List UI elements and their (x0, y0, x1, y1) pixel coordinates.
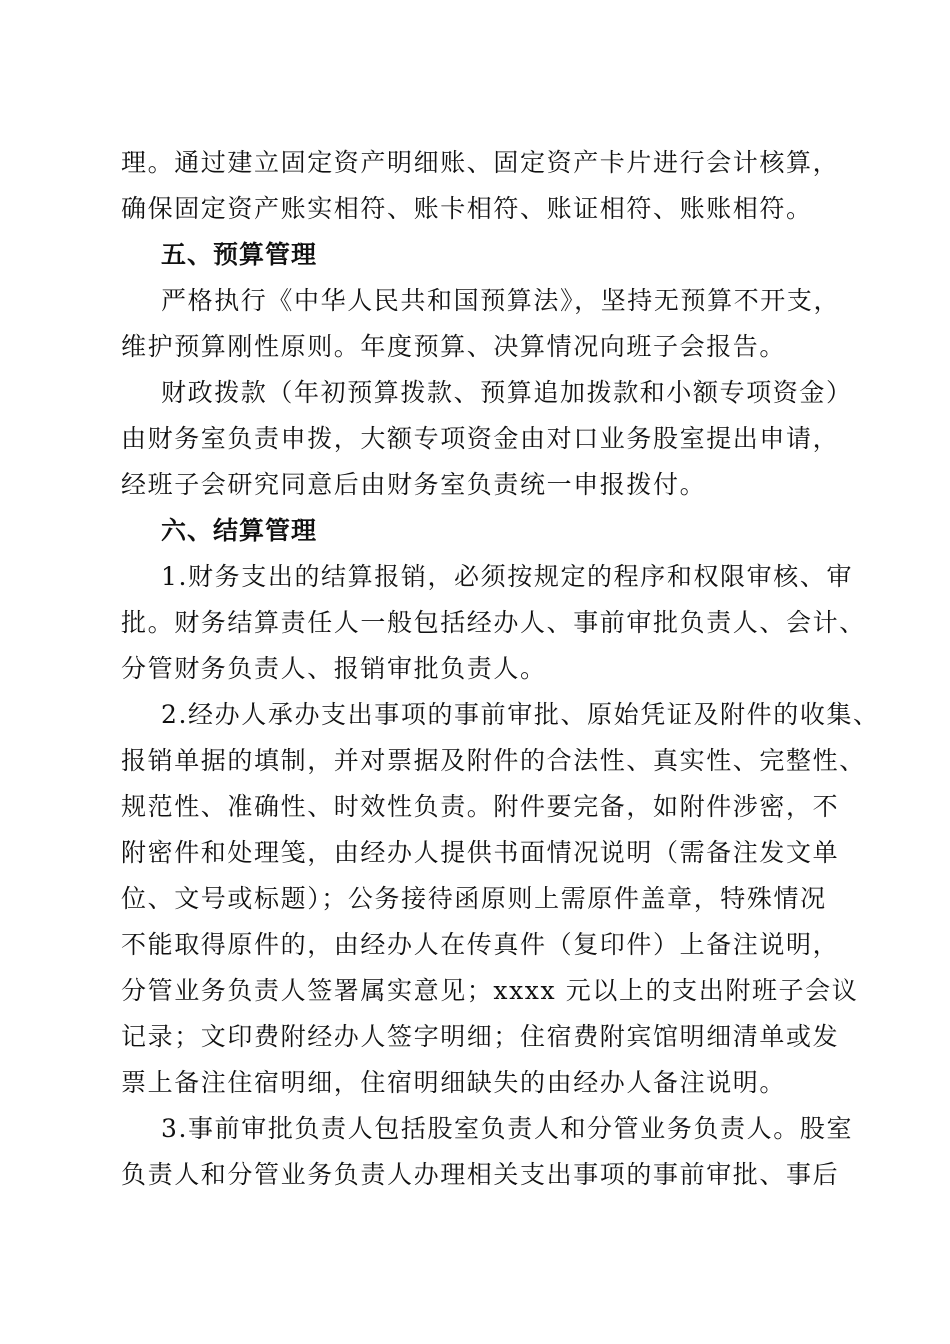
paragraph-start-line: 3.事前审批负责人包括股室负责人和分管业务负责人。股室 (161, 1114, 854, 1143)
body-line: 报销单据的填制，并对票据及附件的合法性、真实性、完整性、 (121, 746, 866, 775)
body-line: 由财务室负责申拨，大额专项资金由对口业务股室提出申请， (121, 424, 840, 453)
body-line: 维护预算刚性原则。年度预算、决算情况向班子会报告。 (121, 332, 787, 361)
document-body (121, 140, 880, 1198)
paragraph-start-line: 严格执行《中华人民共和国预算法》，坚持无预算不开支， (161, 286, 841, 315)
body-line: 位、文号或标题）；公务接待函原则上需原件盖章，特殊情况 (121, 884, 827, 913)
body-line: 批。财务结算责任人一般包括经办人、事前审批负责人、会计、 (121, 608, 866, 637)
paragraph-start-line: 1.财务支出的结算报销，必须按规定的程序和权限审核、审 (161, 562, 854, 591)
body-line: 不能取得原件的，由经办人在传真件（复印件）上备注说明， (121, 930, 840, 959)
section-heading-budget: 五、预算管理 (161, 240, 318, 269)
body-line: 经班子会研究同意后由财务室负责统一申报拨付。 (121, 470, 707, 499)
body-line: 记录；文印费附经办人签字明细；住宿费附宾馆明细清单或发 (121, 1022, 840, 1051)
paragraph-start-line: 财政拨款（年初预算拨款、预算追加拨款和小额专项资金） (161, 378, 853, 407)
body-line: 规范性、准确性、时效性负责。附件要完备，如附件涉密，不 (121, 792, 840, 821)
body-line: 确保固定资产账实相符、账卡相符、账证相符、账账相符。 (121, 194, 813, 223)
body-line: 附密件和处理笺，由经办人提供书面情况说明（需备注发文单 (121, 838, 840, 867)
paragraph-start-line: 2.经办人承办支出事项的事前审批、原始凭证及附件的收集、 (161, 700, 880, 729)
section-heading-settlement: 六、结算管理 (161, 516, 318, 545)
body-line: 负责人和分管业务负责人办理相关支出事项的事前审批、事后 (121, 1160, 840, 1189)
body-line: 票上备注住宿明细，住宿明细缺失的由经办人备注说明。 (121, 1068, 787, 1097)
body-line: 分管业务负责人签署属实意见；xxxx 元以上的支出附班子会议 (121, 976, 859, 1005)
body-line: 分管财务负责人、报销审批负责人。 (121, 654, 547, 683)
body-line: 理。通过建立固定资产明细账、固定资产卡片进行会计核算， (121, 148, 840, 177)
